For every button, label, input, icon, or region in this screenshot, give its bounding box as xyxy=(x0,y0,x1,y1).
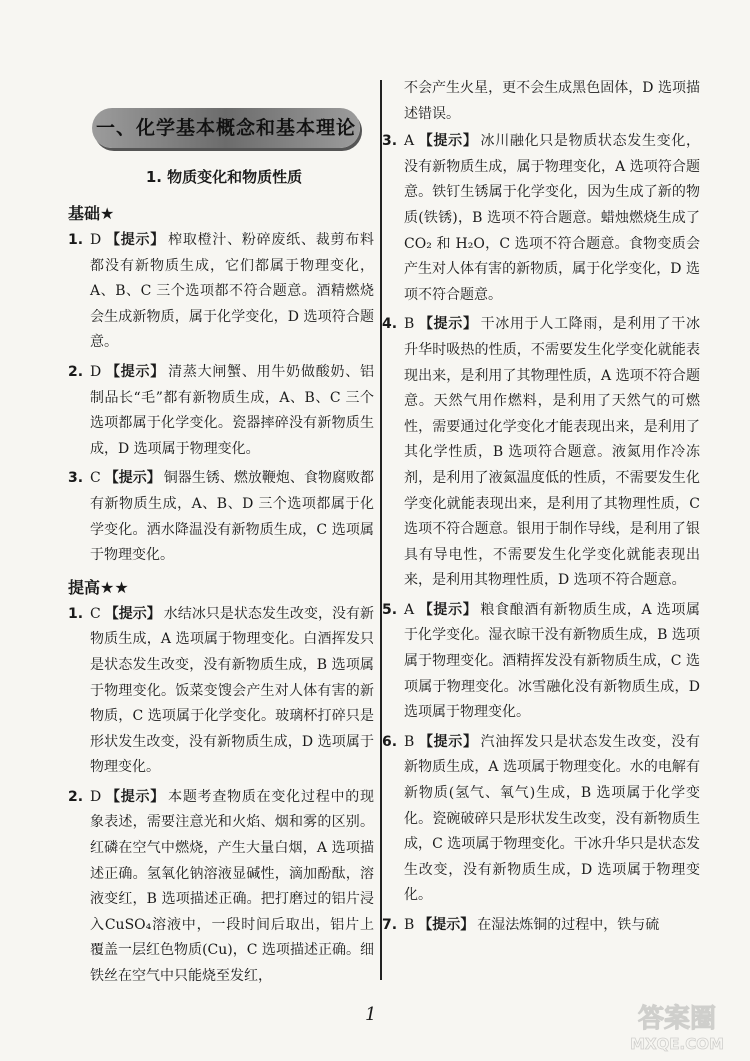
item-body xyxy=(90,360,374,462)
answer-item xyxy=(382,730,700,909)
advanced-item-list xyxy=(68,602,375,990)
item-number: 3. xyxy=(382,133,398,150)
answer-explanation: 在湿法炼铜的过程中，铁与硫 xyxy=(477,917,660,933)
item-body xyxy=(404,312,700,594)
right-column xyxy=(382,76,701,943)
answer-letter: D xyxy=(90,232,102,248)
item-body xyxy=(90,228,374,356)
item-number: 6. xyxy=(382,733,398,750)
tip-label: 【提示】 xyxy=(104,470,161,487)
answer-letter: D xyxy=(90,363,102,380)
answer-letter: B xyxy=(404,917,415,933)
basic-item-list xyxy=(68,228,375,569)
answer-explanation: 汽油挥发只是状态发生改变，没有新物质生成，A 选项属于物理变化。水的电解有新物质(氢气、氧气)生成，B 选项属于化学变化。瓷碗破碎只是形状发生改变，没有新物质生成，C 选项属于物理变化。干冰升华只是状态发生改变，没有新物质生成，D 选项属于物理变化。 xyxy=(404,733,700,904)
item-number: 4. xyxy=(382,316,398,333)
page-number: 1 xyxy=(365,1004,377,1025)
level-heading-advanced: 提高★★ xyxy=(68,577,129,597)
item-body xyxy=(90,785,374,990)
item-body xyxy=(404,913,700,939)
answer-item xyxy=(68,360,375,462)
level-heading-basic: 基础★ xyxy=(68,204,115,223)
item-body xyxy=(404,129,700,308)
item-number: 1. xyxy=(68,605,84,622)
tip-label: 【提示】 xyxy=(418,917,475,933)
answer-explanation: 水结冰只是状态发生改变，没有新物质生成，A 选项属于物理变化。白酒挥发只是状态发生改变，没有新物质生成，B 选项属于物理变化。饭菜变馊会产生对人体有害的新物质，C 选项属于化学变化。玻璃杯打碎只是形状发生改变，没有新物质生成，D 选项属于物理变化。 xyxy=(90,605,375,776)
continued-explanation: 不会产生火星，更不会生成黑色固体，D 选项描述错误。 xyxy=(404,80,700,122)
item-body xyxy=(90,466,374,568)
answer-letter: A xyxy=(404,133,415,150)
answer-letter: B xyxy=(404,733,415,750)
item-number: 3. xyxy=(68,470,84,487)
section-title-banner: 一、化学基本概念和基本理论 xyxy=(92,108,360,148)
watermark-logo xyxy=(618,997,736,1055)
item-number: 2. xyxy=(68,788,84,805)
tip-label: 【提示】 xyxy=(418,133,478,150)
left-column xyxy=(68,90,375,994)
answer-letter: D xyxy=(90,788,102,805)
answer-item xyxy=(68,602,375,781)
item-number: 1. xyxy=(68,232,84,248)
answer-explanation: 清蒸大闸蟹、用牛奶做酸奶、铝制品长“毛”都有新物质生成，A、B、C 三个选项都属于化学变化。瓷器摔碎没有新物质生成，D 选项属于物理变化。 xyxy=(90,363,375,457)
answer-explanation: 榨取橙汁、粉碎废纸、裁剪布料都没有新物质生成，它们都属于物理变化，A、B、C 三个选项都不符合题意。酒精燃烧会生成新物质，属于化学变化，D 选项符合题意。 xyxy=(90,232,375,351)
answer-item xyxy=(382,598,701,726)
answer-explanation: 铜器生锈、燃放鞭炮、食物腐败都有新物质生成，A、B、D 三个选项都属于化学变化。洒水降温没有新物质生成，C 选项属于物理变化。 xyxy=(90,470,375,564)
answer-letter: C xyxy=(90,605,101,622)
answer-item xyxy=(382,129,701,308)
answer-item xyxy=(68,466,375,568)
answer-explanation: 干冰用于人工降雨，是利用了干冰升华时吸热的性质，不需要发生化学变化就能表现出来，是利用了其物理性质，A 选项不符合题意。天然气用作燃料，是利用了天然气的可燃性，需要通过化学变化才能表现出来，是利用了其化学性质，B 选项符合题意。液氮用作冷冻剂，是利用了液氮温度低的性质，不需要发生化学变化就能表现出来，是利用了其物理性质，C 选项不符合题意。银用于制作导线，是利用了银具有导电性，不需要发生化学变化就能表现出来，是利用其物理性质，D 选项不符合题意。 xyxy=(404,316,700,589)
item-number: 5. xyxy=(382,601,398,618)
answer-letter: C xyxy=(90,470,101,487)
tip-label: 【提示】 xyxy=(105,363,166,380)
section-subtitle: 1. 物质变化和物质性质 xyxy=(145,168,303,186)
answer-explanation: 粮食酿酒有新物质生成，A 选项属于化学变化。湿衣晾干没有新物质生成，B 选项属于物理变化。酒精挥发没有新物质生成，C 选项属于物理变化。冰雪融化没有新物质生成，D 选项属于物理变化。 xyxy=(404,601,701,721)
tip-label: 【提示】 xyxy=(418,601,478,618)
answer-item xyxy=(68,785,375,990)
tip-label: 【提示】 xyxy=(104,605,161,622)
answer-item xyxy=(68,228,375,356)
answer-item xyxy=(382,913,700,939)
answer-letter: A xyxy=(404,601,415,618)
item-number: 2. xyxy=(68,363,84,380)
answer-item xyxy=(382,312,700,594)
item-body xyxy=(90,602,374,781)
watermark-url: MXQE.COM xyxy=(630,1035,724,1053)
answer-letter: B xyxy=(404,316,415,333)
tip-label: 【提示】 xyxy=(105,232,166,248)
item-number: 7. xyxy=(382,917,398,933)
answer-explanation: 冰川融化只是物质状态发生变化，没有新物质生成，属于物理变化，A 选项符合题意。铁钉生锈属于化学变化，因为生成了新的物质(铁锈)，B 选项不符合题意。蜡烛燃烧生成了CO₂ 和 H₂O，C 选项不符合题意。食物变质会产生对人体有害的新物质，属于化学变化，D 选项不符合题意。 xyxy=(404,133,701,303)
answer-explanation: 本题考查物质在变化过程中的现象表述，需要注意光和火焰、烟和雾的区别。红磷在空气中燃烧，产生大量白烟，A 选项描述正确。氢氧化钠溶液显碱性，滴加酚酞，溶液变红，B 选项描述正确。把打磨过的铝片浸入CuSO₄溶液中，一段时间后取出，铝片上覆盖一层红色物质(Cu)，C 选项描述正确。细铁丝在空气中只能烧至发红， xyxy=(90,788,375,985)
tip-label: 【提示】 xyxy=(105,788,166,805)
watermark-text: 答案圈 xyxy=(637,1004,717,1034)
item-body xyxy=(404,598,700,726)
tip-label: 【提示】 xyxy=(418,733,478,750)
item-body xyxy=(404,730,700,909)
tip-label: 【提示】 xyxy=(418,316,478,333)
